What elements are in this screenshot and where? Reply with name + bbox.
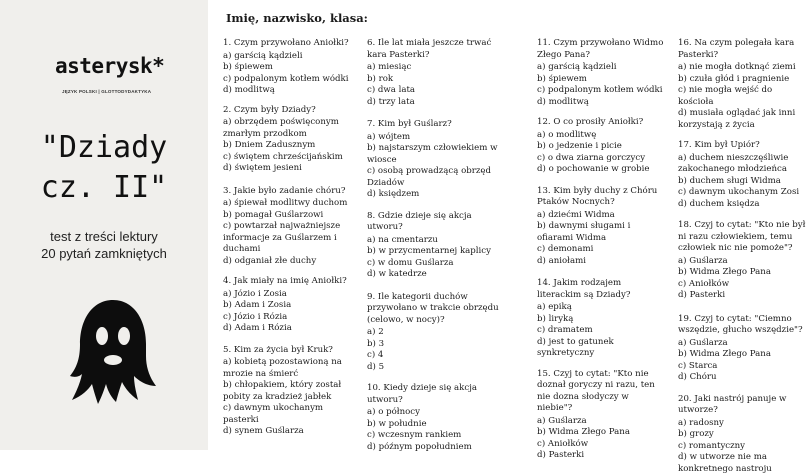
question-text: 8. Gdzie dzieje się akcja utworu? (367, 211, 499, 234)
cover-panel (0, 0, 208, 450)
ghost-icon (68, 296, 158, 404)
answer-option: c) dawnym ukochanym pasterki (223, 403, 355, 426)
question-5 (223, 345, 355, 438)
answer-option: c) romantyczny (678, 441, 810, 453)
answer-option: b) w południe (367, 419, 499, 431)
answer-option: c) Aniołków (537, 439, 665, 451)
answer-option: a) Guślarza (678, 256, 810, 268)
answer-option: a) miesiąc (367, 62, 499, 74)
answer-option: b) liryką (537, 314, 665, 326)
answer-option: d) 5 (367, 362, 499, 374)
answer-option: d) odganiał złe duchy (223, 256, 355, 268)
answer-option: a) dziećmi Widma (537, 210, 665, 222)
answer-option: a) garścią kądzieli (223, 51, 355, 63)
answer-option: c) demonami (537, 244, 665, 256)
answer-option: b) o jedzenie i picie (537, 141, 665, 153)
answer-option: c) 4 (367, 350, 499, 362)
question-20 (678, 394, 810, 475)
question-text: 17. Kim był Upiór? (678, 140, 810, 152)
answer-option: b) śpiewem (223, 62, 355, 74)
question-10 (367, 383, 499, 453)
answer-option: d) aniołami (537, 256, 665, 268)
question-column-4 (678, 38, 810, 475)
answer-option: c) świętem chrześcijańskim (223, 152, 355, 164)
answer-option: a) radosny (678, 418, 810, 430)
answer-option: d) Pasterki (537, 450, 665, 462)
answer-option: d) jest to gatunek synkretyczny (537, 337, 665, 360)
question-text: 4. Jak miały na imię Aniołki? (223, 276, 355, 288)
answer-option: a) epiką (537, 302, 665, 314)
answer-option: a) obrzędem poświęconym zmarłym przodkom (223, 117, 355, 140)
answer-option: c) powtarzał najważniejsze informacje za Guślarzem i duchami (223, 221, 355, 256)
question-18 (678, 220, 810, 302)
cover-title-line-2: cz. II" (0, 170, 208, 205)
answer-option: b) Adam i Zosia (223, 300, 355, 312)
answer-option: c) Starca (678, 361, 810, 373)
answer-option: d) w utworze nie ma konkretnego nastroju (678, 452, 810, 475)
question-text: 9. Ile kategorii duchów przywołano w trakcie obrzędu (celowo, w nocy)? (367, 292, 499, 327)
brand-tagline: JĘZYK POLSKI | GLOTTODYDAKTYKA (62, 89, 151, 94)
answer-option: b) Widma Złego Pana (678, 349, 810, 361)
student-info-header: Imię, nazwisko, klasa: (226, 11, 368, 25)
answer-option: c) podpalonym kotłem wódki (223, 74, 355, 86)
answer-option: b) śpiewem (537, 74, 665, 86)
answer-option: a) Guślarza (678, 338, 810, 350)
question-text: 16. Na czym polegała kara Pasterki? (678, 38, 810, 61)
question-text: 18. Czyj to cytat: "Kto nie był ni razu człowiekiem, temu człowiek nic nie pomoże"? (678, 220, 810, 255)
question-text: 19. Czyj to cytat: "Ciemno wszędzie, głucho wszędzie"? (678, 314, 810, 337)
question-17 (678, 140, 810, 210)
answer-option: b) 3 (367, 339, 499, 351)
answer-option: c) osobą prowadzącą obrzęd Dziadów (367, 166, 499, 189)
question-column-1 (223, 38, 355, 438)
answer-option: a) o modlitwę (537, 130, 665, 142)
answer-option: a) na cmentarzu (367, 235, 499, 247)
answer-option: c) dramatem (537, 325, 665, 337)
question-text: 13. Kim były duchy z Chóru Ptaków Nocnych? (537, 186, 665, 209)
answer-option: d) duchem księdza (678, 199, 810, 211)
question-text: 3. Jakie było zadanie chóru? (223, 186, 355, 198)
question-text: 1. Czym przywołano Aniołki? (223, 38, 355, 50)
answer-option: d) księdzem (367, 189, 499, 201)
answer-option: c) podpalonym kotłem wódki (537, 85, 665, 97)
answer-option: b) dawnymi sługami i ofiarami Widma (537, 221, 665, 244)
question-19 (678, 314, 810, 384)
answer-option: b) pomagał Guślarzowi (223, 210, 355, 222)
question-14 (537, 278, 665, 360)
question-16 (678, 38, 810, 131)
answer-option: b) grozy (678, 429, 810, 441)
answer-option: a) śpiewał modlitwy duchom (223, 198, 355, 210)
answer-option: d) musiała oglądać jak inni korzystają z życia (678, 108, 810, 131)
question-3 (223, 186, 355, 268)
answer-option: d) synem Guślarza (223, 426, 355, 438)
question-4 (223, 276, 355, 335)
question-1 (223, 38, 355, 97)
question-11 (537, 38, 665, 108)
question-2 (223, 105, 355, 175)
question-15 (537, 369, 665, 462)
question-text: 5. Kim za życia był Kruk? (223, 345, 355, 357)
answer-option: b) Widma Złego Pana (678, 267, 810, 279)
question-6 (367, 38, 499, 108)
answer-option: b) chłopakiem, który został pobity za kradzież jabłek (223, 380, 355, 403)
question-text: 10. Kiedy dzieje się akcja utworu? (367, 383, 499, 406)
answer-option: c) dawnym ukochanym Zosi (678, 187, 810, 199)
answer-option: b) czuła głód i pragnienie (678, 74, 810, 86)
answer-option: b) Widma Złego Pana (537, 427, 665, 439)
answer-option: d) modlitwą (223, 85, 355, 97)
answer-option: d) Pasterki (678, 290, 810, 302)
answer-option: d) w katedrze (367, 269, 499, 281)
answer-option: d) o pochowanie w grobie (537, 164, 665, 176)
question-text: 14. Jakim rodzajem literackim są Dziady? (537, 278, 665, 301)
question-text: 7. Kim był Guślarz? (367, 119, 499, 131)
answer-option: c) Józio i Rózia (223, 312, 355, 324)
question-13 (537, 186, 665, 268)
question-column-3 (537, 38, 665, 462)
question-text: 11. Czym przywołano Widmo Złego Pana? (537, 38, 665, 61)
question-text: 15. Czyj to cytat: "Kto nie doznał goryczy ni razu, ten nie dozna słodyczy w niebie"? (537, 369, 665, 415)
answer-option: c) nie mogła wejść do kościoła (678, 85, 810, 108)
question-column-2 (367, 38, 499, 453)
answer-option: d) Adam i Rózia (223, 323, 355, 335)
answer-option: a) nie mogła dotknąć ziemi (678, 62, 810, 74)
answer-option: a) wójtem (367, 132, 499, 144)
answer-option: c) Aniołków (678, 279, 810, 291)
question-text: 6. Ile lat miała jeszcze trwać kara Pasterki? (367, 38, 499, 61)
answer-option: b) rok (367, 74, 499, 86)
question-text: 12. O co prosiły Aniołki? (537, 117, 665, 129)
answer-option: a) 2 (367, 327, 499, 339)
answer-option: a) kobietą pozostawioną na mrozie na śmierć (223, 357, 355, 380)
answer-option: b) w przycmentarnej kaplicy (367, 246, 499, 258)
answer-option: d) trzy lata (367, 97, 499, 109)
answer-option: d) Chóru (678, 372, 810, 384)
answer-option: a) Józio i Zosia (223, 289, 355, 301)
answer-option: a) Guślarza (537, 416, 665, 428)
answer-option: c) wczesnym rankiem (367, 430, 499, 442)
cover-subtitle-line-2: 20 pytań zamkniętych (0, 246, 208, 261)
answer-option: c) o dwa ziarna gorczycy (537, 153, 665, 165)
answer-option: c) dwa lata (367, 85, 499, 97)
brand-logo: asterysk* (55, 54, 164, 78)
question-9 (367, 292, 499, 374)
question-12 (537, 117, 665, 176)
answer-option: d) świętem jesieni (223, 163, 355, 175)
question-8 (367, 211, 499, 281)
answer-option: b) najstarszym człowiekiem w wiosce (367, 143, 499, 166)
answer-option: c) w domu Guślarza (367, 258, 499, 270)
answer-option: a) o północy (367, 407, 499, 419)
answer-option: a) duchem nieszczęśliwie zakochanego młodzieńca (678, 153, 810, 176)
question-text: 2. Czym były Dziady? (223, 105, 355, 117)
answer-option: a) garścią kądzieli (537, 62, 665, 74)
answer-option: d) modlitwą (537, 97, 665, 109)
cover-title-line-1: "Dziady (0, 130, 208, 165)
cover-subtitle-line-1: test z treści lektury (0, 229, 208, 244)
answer-option: b) Dniem Zadusznym (223, 140, 355, 152)
question-text: 20. Jaki nastrój panuje w utworze? (678, 394, 810, 417)
answer-option: b) duchem sługi Widma (678, 176, 810, 188)
question-7 (367, 119, 499, 201)
answer-option: d) późnym popołudniem (367, 442, 499, 454)
